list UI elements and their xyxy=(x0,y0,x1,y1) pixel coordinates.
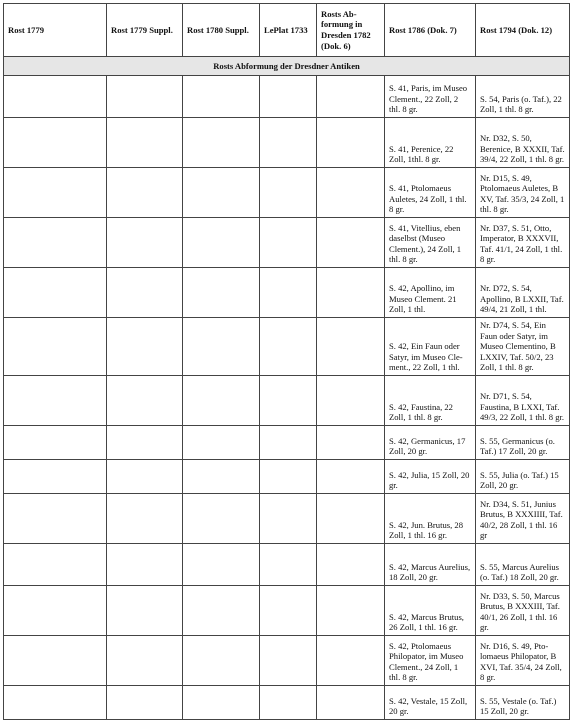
empty-cell xyxy=(317,118,385,168)
empty-cell xyxy=(260,76,317,118)
cell-rost-1786: S. 42, Jun. Brutus, 28 Zoll, 1 thl. 16 gr. xyxy=(385,494,476,544)
empty-cell xyxy=(107,168,183,218)
table-row xyxy=(4,636,570,686)
empty-cell xyxy=(4,426,107,460)
empty-cell xyxy=(4,168,107,218)
empty-cell xyxy=(107,76,183,118)
cell-rost-1794: Nr. D33, S. 50, Marcus Brutus, B XXXIII, Taf. 40/1, 26 Zoll, 1 thl. 16 gr. xyxy=(476,586,570,636)
empty-cell xyxy=(107,218,183,268)
col-header-rost-1786: Rost 1786 (Dok. 7) xyxy=(385,4,476,57)
empty-cell xyxy=(107,686,183,720)
cell-rost-1786: S. 42, Germanicus, 17 Zoll, 20 gr. xyxy=(385,426,476,460)
catalogue-table xyxy=(3,3,570,720)
cell-rost-1786: S. 41, Perenice, 22 Zoll, 1thl. 8 gr. xyxy=(385,118,476,168)
empty-cell xyxy=(260,460,317,494)
table-row xyxy=(4,218,570,268)
cell-rost-1794: S. 55, Julia (o. Taf.) 15 Zoll, 20 gr. xyxy=(476,460,570,494)
empty-cell xyxy=(317,586,385,636)
empty-cell xyxy=(107,586,183,636)
empty-cell xyxy=(317,460,385,494)
cell-rost-1786: S. 41, Ptolomaeus Auletes, 24 Zoll, 1 thl. 8 gr. xyxy=(385,168,476,218)
cell-rost-1794: S. 55, Marcus Aurelius (o. Taf.) 18 Zoll, 20 gr. xyxy=(476,544,570,586)
empty-cell xyxy=(107,118,183,168)
empty-cell xyxy=(260,268,317,318)
empty-cell xyxy=(260,426,317,460)
cell-rost-1786: S. 42, Ein Faun oder Satyr, im Museo Clement., 22 Zoll, 1 thl. xyxy=(385,318,476,376)
empty-cell xyxy=(317,544,385,586)
cell-rost-1786: S. 41, Paris, im Museo Clement., 22 Zoll, 2 thl. 8 gr. xyxy=(385,76,476,118)
table-row xyxy=(4,686,570,720)
empty-cell xyxy=(4,636,107,686)
empty-cell xyxy=(4,494,107,544)
cell-rost-1786: S. 42, Faustina, 22 Zoll, 1 thl. 8 gr. xyxy=(385,376,476,426)
empty-cell xyxy=(107,636,183,686)
empty-cell xyxy=(4,218,107,268)
empty-cell xyxy=(317,376,385,426)
empty-cell xyxy=(260,118,317,168)
cell-rost-1794: Nr. D71, S. 54, Faustina, B LXXI, Taf. 49/3, 22 Zoll, 1 thl. 8 gr. xyxy=(476,376,570,426)
empty-cell xyxy=(4,376,107,426)
cell-rost-1794: S. 55, Vestale (o. Taf.) 15 Zoll, 20 gr. xyxy=(476,686,570,720)
table-row xyxy=(4,426,570,460)
cell-rost-1794: Nr. D16, S. 49, Ptolomaeus Philopator, B XVI, Taf. 35/4, 24 Zoll, 8 gr. xyxy=(476,636,570,686)
empty-cell xyxy=(107,426,183,460)
cell-rost-1794: Nr. D74, S. 54, Ein Faun oder Satyr, im Museo Clementino, B LXXIV, Taf. 50/2, 23 Zoll, 1 thl. 8 gr. xyxy=(476,318,570,376)
col-header-rost-dresden-1782: Rosts Abformung in Dresden 1782 (Dok. 6) xyxy=(317,4,385,57)
empty-cell xyxy=(260,318,317,376)
empty-cell xyxy=(107,544,183,586)
cell-rost-1786: S. 42, Marcus Brutus, 26 Zoll, 1 thl. 16 gr. xyxy=(385,586,476,636)
col-header-rost-1779-suppl: Rost 1779 Suppl. xyxy=(107,4,183,57)
empty-cell xyxy=(260,544,317,586)
empty-cell xyxy=(107,376,183,426)
empty-cell xyxy=(4,460,107,494)
empty-cell xyxy=(4,318,107,376)
empty-cell xyxy=(317,494,385,544)
table-row xyxy=(4,544,570,586)
empty-cell xyxy=(183,544,260,586)
empty-cell xyxy=(183,686,260,720)
empty-cell xyxy=(317,268,385,318)
cell-rost-1786: S. 41, Vitellius, eben daselbst (Museo Clement.), 24 Zoll, 1 thl. 8 gr. xyxy=(385,218,476,268)
cell-rost-1794: Nr. D34, S. 51, Junius Brutus, B XXXIIII, Taf. 40/2, 28 Zoll, 1 thl. 16 gr xyxy=(476,494,570,544)
empty-cell xyxy=(260,168,317,218)
cell-rost-1794: Nr. D32, S. 50, Berenice, B XXXII, Taf. 39/4, 22 Zoll, 1 thl. 8 gr. xyxy=(476,118,570,168)
table-row xyxy=(4,586,570,636)
empty-cell xyxy=(260,218,317,268)
empty-cell xyxy=(260,686,317,720)
col-header-rost-1794: Rost 1794 (Dok. 12) xyxy=(476,4,570,57)
empty-cell xyxy=(183,318,260,376)
empty-cell xyxy=(260,636,317,686)
empty-cell xyxy=(183,168,260,218)
cell-rost-1794: S. 54, Paris (o. Taf.), 22 Zoll, 1 thl. 8 gr. xyxy=(476,76,570,118)
cell-rost-1786: S. 42, Ptolomaeus Philopator, im Museo Clement., 24 Zoll, 1 thl. 8 gr. xyxy=(385,636,476,686)
empty-cell xyxy=(183,268,260,318)
table-row xyxy=(4,318,570,376)
empty-cell xyxy=(183,376,260,426)
table-row xyxy=(4,268,570,318)
col-header-rost-1780-suppl: Rost 1780 Suppl. xyxy=(183,4,260,57)
table-row xyxy=(4,76,570,118)
cell-rost-1786: S. 42, Julia, 15 Zoll, 20 gr. xyxy=(385,460,476,494)
cell-rost-1794: S. 55, Germanicus (o. Taf.) 17 Zoll, 20 gr. xyxy=(476,426,570,460)
col-header-leplat-1733: LePlat 1733 xyxy=(260,4,317,57)
empty-cell xyxy=(4,118,107,168)
empty-cell xyxy=(260,376,317,426)
table-row xyxy=(4,460,570,494)
empty-cell xyxy=(317,76,385,118)
table-row xyxy=(4,168,570,218)
cell-rost-1786: S. 42, Apollino, im Museo Clement. 21 Zoll, 1 thl. xyxy=(385,268,476,318)
empty-cell xyxy=(107,318,183,376)
header-row xyxy=(4,4,570,57)
table-row xyxy=(4,376,570,426)
col-header-rost-1779: Rost 1779 xyxy=(4,4,107,57)
empty-cell xyxy=(317,318,385,376)
section-title: Rosts Abformung der Dresdner Antiken xyxy=(4,57,570,76)
cell-rost-1786: S. 42, Vestale, 15 Zoll, 20 gr. xyxy=(385,686,476,720)
empty-cell xyxy=(107,460,183,494)
empty-cell xyxy=(183,118,260,168)
empty-cell xyxy=(4,76,107,118)
empty-cell xyxy=(183,636,260,686)
cell-rost-1794: Nr. D15, S. 49, Ptolomaeus Auletes, B XV, Taf. 35/3, 24 Zoll, 1 thl. 8 gr. xyxy=(476,168,570,218)
empty-cell xyxy=(317,168,385,218)
table-row xyxy=(4,494,570,544)
section-row xyxy=(4,57,570,76)
empty-cell xyxy=(183,76,260,118)
empty-cell xyxy=(107,268,183,318)
empty-cell xyxy=(317,426,385,460)
table-row xyxy=(4,118,570,168)
empty-cell xyxy=(317,636,385,686)
empty-cell xyxy=(183,460,260,494)
empty-cell xyxy=(183,586,260,636)
empty-cell xyxy=(107,494,183,544)
empty-cell xyxy=(4,686,107,720)
cell-rost-1794: Nr. D72, S. 54, Apollino, B LXXII, Taf. 49/4, 21 Zoll, 1 thl. xyxy=(476,268,570,318)
empty-cell xyxy=(260,494,317,544)
empty-cell xyxy=(260,586,317,636)
cell-rost-1786: S. 42, Marcus Aurelius, 18 Zoll, 20 gr. xyxy=(385,544,476,586)
cell-rost-1794: Nr. D37, S. 51, Otto, Imperator, B XXXVII, Taf. 41/1, 24 Zoll, 1 thl. 8 gr. xyxy=(476,218,570,268)
empty-cell xyxy=(317,218,385,268)
empty-cell xyxy=(4,268,107,318)
empty-cell xyxy=(317,686,385,720)
empty-cell xyxy=(183,218,260,268)
empty-cell xyxy=(4,586,107,636)
empty-cell xyxy=(4,544,107,586)
empty-cell xyxy=(183,426,260,460)
empty-cell xyxy=(183,494,260,544)
